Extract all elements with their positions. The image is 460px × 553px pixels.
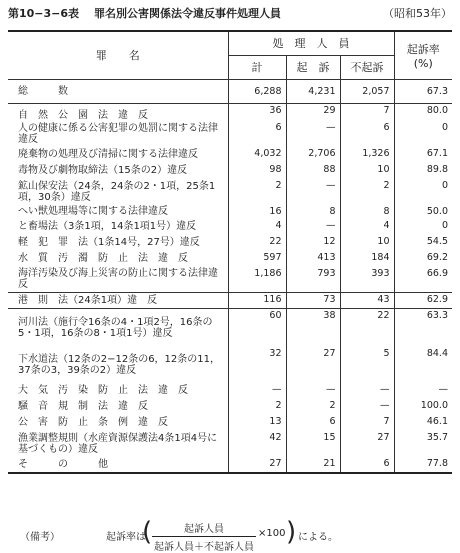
row-rate: 0 [394,121,452,147]
row-rate: 84.4 [394,347,452,383]
row-prosecution: 21 [286,457,340,473]
row-prosecution: 73 [286,293,340,309]
footnote-denominator: 起訴人員＋不起訴人員 [154,542,254,553]
row-rate: 63.3 [394,309,452,347]
table-row [8,205,452,219]
table-row [8,399,452,415]
footnote-fraction [152,520,256,553]
header-rate-label: 起訴率 [406,42,440,56]
header-crime: 罪 名 [8,31,228,79]
row-rate: 0 [394,179,452,205]
table-row [8,415,452,431]
row-rate: 89.8 [394,163,452,179]
row-prosecution: 12 [286,235,340,251]
row-name: 港 則 法（24条1項）違 反 [8,293,228,309]
table-title-bar [8,5,452,21]
table-row [8,293,452,309]
row-prosecution: 2 [286,399,340,415]
row-name: 廃棄物の処理及び清掃に関する法律違反 [18,149,198,160]
table-row [8,121,452,147]
row-non-prosecution: 27 [340,431,394,457]
row-non-prosecution: 6 [340,121,394,147]
table-row [8,267,452,293]
footnote-close-paren: ) [286,517,297,547]
row-total: 116 [228,293,286,309]
row-prosecution: 8 [286,205,340,219]
row-total: 4 [228,219,286,235]
row-total: 22 [228,235,286,251]
row-prosecution: — [286,383,340,399]
table-row [8,347,452,383]
row-prosecution: — [286,121,340,147]
row-rate: 62.9 [394,293,452,309]
table-row [8,383,452,399]
row-prosecution: 793 [286,267,340,293]
total-row-non-prosecution: 2,057 [340,79,394,103]
table-row [8,219,452,235]
row-non-prosecution: 43 [340,293,394,309]
row-rate: 77.8 [394,457,452,473]
footnote-prefix: 起訴率は [106,532,146,543]
table-row [8,163,452,179]
row-name: 軽 犯 罪 法（1条14号，27号）違反 [18,237,200,248]
header-prosecution: 起 訴 [286,55,340,79]
row-name: 鉱山保安法（24条，24条の2・1項，25条1項，30条）違反 [18,180,216,203]
row-total: 2 [228,399,286,415]
header-rate [394,31,452,79]
row-prosecution: 6 [286,415,340,431]
row-non-prosecution: 10 [340,235,394,251]
row-prosecution: 15 [286,431,340,457]
row-rate: — [394,383,452,399]
row-total: 98 [228,163,286,179]
footnote-suffix: による。 [298,532,338,543]
table-number: 第10−3−6表 [8,7,80,20]
row-total: 27 [228,457,286,473]
row-rate: 69.2 [394,251,452,267]
row-total: 597 [228,251,286,267]
row-non-prosecution: 7 [340,103,394,121]
total-row-total: 6,288 [228,79,286,103]
table-row [8,457,452,473]
row-name: 水 質 汚 濁 防 止 法 違 反 [18,253,188,264]
table-row [8,235,452,251]
row-name: 公 害 防 止 条 例 違 反 [18,417,168,428]
row-prosecution: 2,706 [286,147,340,163]
row-rate: 46.1 [394,415,452,431]
row-rate: 66.9 [394,267,452,293]
row-rate: 67.1 [394,147,452,163]
row-non-prosecution: 5 [340,347,394,383]
row-rate: 80.0 [394,103,452,121]
row-prosecution: 88 [286,163,340,179]
total-row-prosecution: 4,231 [286,79,340,103]
row-name: 人の健康に係る公害犯罪の処罰に関する法律違反 [18,122,218,145]
row-prosecution: 413 [286,251,340,267]
row-name: 毒物及び劇物取締法（15条の2）違反 [18,165,188,176]
row-non-prosecution: 7 [340,415,394,431]
row-total: — [228,383,286,399]
row-total: 36 [228,103,286,121]
row-non-prosecution: 22 [340,309,394,347]
row-name: 河川法（施行令16条の4・1項2号，16条の5・1項，16条の8・1項1号）違反 [8,309,228,347]
total-row-name: 総 数 [8,79,228,103]
row-prosecution: 38 [286,309,340,347]
row-non-prosecution: — [340,399,394,415]
header-processed: 処 理 人 員 [228,31,394,55]
row-name: そ の 他 [8,457,228,473]
row-prosecution: 29 [286,103,340,121]
row-prosecution: — [286,219,340,235]
row-non-prosecution: 4 [340,219,394,235]
row-total: 4,032 [228,147,286,163]
row-rate: 50.0 [394,205,452,219]
row-non-prosecution: 393 [340,267,394,293]
row-prosecution: — [286,179,340,205]
row-non-prosecution: 8 [340,205,394,219]
row-name: と畜場法（3条1項，14条1項1号）違反 [18,221,197,232]
row-total: 16 [228,205,286,219]
footnote [20,516,440,553]
row-rate: 54.5 [394,235,452,251]
header-rate-unit: (%) [413,56,433,70]
data-table [8,30,452,474]
row-non-prosecution: — [340,383,394,399]
row-total: 6 [228,121,286,147]
row-name: へい獣処理場等に関する法律違反 [18,206,168,217]
row-name: 騒 音 規 制 法 違 反 [18,401,148,412]
table-row [8,251,452,267]
row-prosecution: 27 [286,347,340,383]
row-total: 42 [228,431,286,457]
row-non-prosecution: 10 [340,163,394,179]
row-non-prosecution: 184 [340,251,394,267]
header-row-1 [8,31,452,55]
row-name: 大 気 汚 染 防 止 法 違 反 [18,385,188,396]
row-total: 32 [228,347,286,383]
row-non-prosecution: 2 [340,179,394,205]
row-rate: 35.7 [394,431,452,457]
table-row [8,147,452,163]
header-non-prosecution: 不起訴 [340,55,394,79]
footnote-multiplier: ×100 [258,528,286,539]
table-row [8,309,452,347]
total-row [8,79,452,103]
table-row [8,431,452,457]
table-row [8,179,452,205]
row-non-prosecution: 6 [340,457,394,473]
row-non-prosecution: 1,326 [340,147,394,163]
table-year: （昭和53年） [383,7,452,20]
row-rate: 100.0 [394,399,452,415]
footnote-numerator: 起訴人員 [152,520,256,537]
row-name: 下水道法（12条の2−12条の6，12条の11，37条の3，39条の2）違反 [18,353,221,376]
table-row [8,103,452,121]
row-total: 1,186 [228,267,286,293]
row-total: 13 [228,415,286,431]
footnote-label: （備考） [20,532,60,543]
header-total: 計 [228,55,286,79]
footnote-open-paren: ( [142,517,153,547]
row-rate: 0 [394,219,452,235]
row-total: 60 [228,309,286,347]
row-total: 2 [228,179,286,205]
row-name: 自 然 公 園 法 違 反 [18,109,148,121]
row-name: 海洋汚染及び海上災害の防止に関する法律違反 [18,268,218,291]
row-name: 漁業調整規則（水産資源保護法4条1項4号に基づくもの）違反 [18,432,218,455]
total-row-rate: 67.3 [394,79,452,103]
table-title: 罪名別公害関係法令違反事件処理人員 [94,7,281,20]
